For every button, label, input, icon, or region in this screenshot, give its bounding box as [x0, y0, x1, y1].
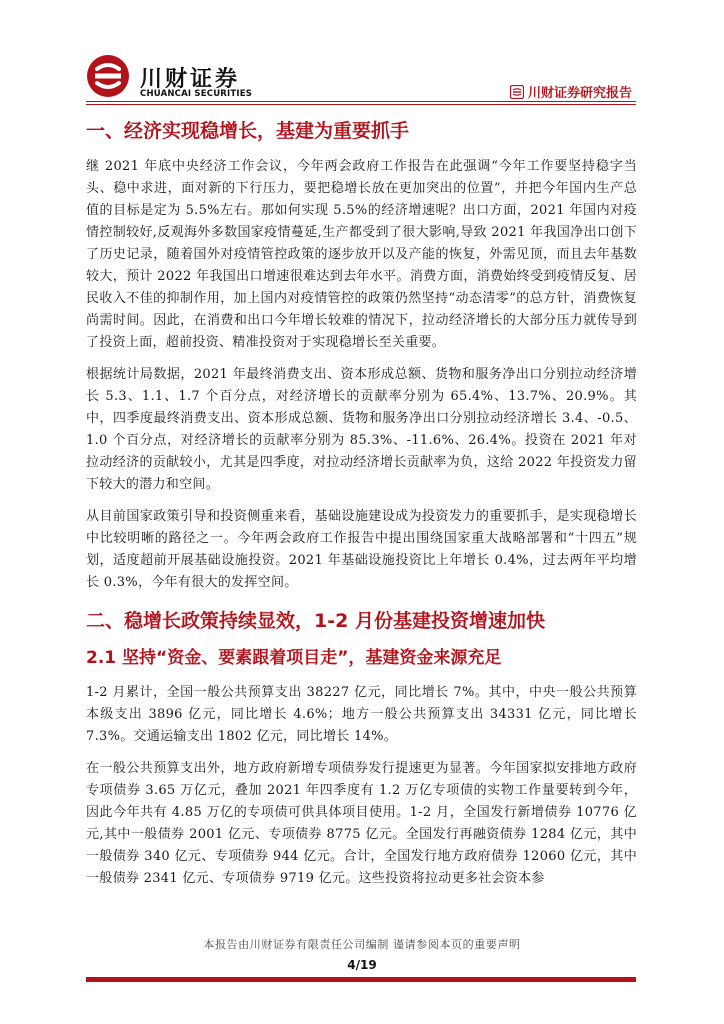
report-body [86, 110, 637, 890]
header-rule-thin [86, 104, 636, 105]
section-1-heading: 一、经济实现稳增长，基建为重要抓手 [86, 120, 410, 142]
logo-english-name: CHUANCAI SECURITIES [140, 89, 253, 99]
section-2-1-paragraph-1: 1-2 月累计，全国一般公共预算支出 38227 亿元，同比增长 7%。其中，中央一般公共预算本级支出 3896 亿元，同比增长 4.6%；地方一般公共预算支出 34331 亿元，同比增长 7.3%。交通运输支出 1802 亿元，同比增长 14%。 [86, 685, 637, 744]
section-2-heading: 二、稳增长政策持续显效，1-2 月份基建投资增速加快 [86, 610, 545, 632]
page-header [0, 0, 724, 104]
page-number: 4/19 [347, 958, 377, 972]
header-rule [86, 101, 636, 102]
section-2-1-heading: 2.1 坚持“资金、要素跟着项目走”，基建资金来源充足 [86, 648, 502, 668]
section-2-1-paragraph-2: 在一般公共预算支出外，地方政府新增专项债券发行提速更为显著。今年国家拟安排地方政府专项债券 3.65 万亿元，叠加 2021 年四季度有 1.2 万亿专项债的实物工作量要转到今年，因此今年共有 4.85 万亿的专项债可供具体项目使用。1-2 月，全国发行新增债券 10776 亿元,其中一般债券 2001 亿元、专项债券 8775 亿元。全国发行再融资债券 1284 亿元，其中一般债券 340 亿元、专项债券 944 亿元。合计，全国发行地方政府债券 12060 亿元，其中一般债券 2341 亿元、专项债券 9719 亿元。这些投资将拉动更多社会资本参 [86, 761, 637, 886]
section-1-paragraph-3: 从目前国家政策引导和投资侧重来看，基础设施建设成为投资发力的重要抓手，是实现稳增长中比较明晰的路径之一。今年两会政府工作报告中提出围绕国家重大战略部署和“十四五”规划，适度超前开展基础设施投资。2021 年基础设施投资比上年增长 0.4%，过去两年平均增长 0.3%，今年有很大的发挥空间。 [86, 509, 637, 590]
chuancai-logo-icon [86, 54, 130, 98]
logo-chinese-name: 川财证券 [140, 67, 241, 92]
footer-bar [86, 977, 636, 982]
report-tag [510, 82, 632, 101]
report-tag-label: 川财证券研究报告 [527, 86, 632, 101]
footer-disclaimer: 本报告由川财证券有限责任公司编制 谨请参阅本页的重要声明 [203, 938, 521, 951]
brand-mini-icon [510, 85, 524, 99]
section-1-paragraph-1: 继 2021 年底中央经济工作会议，今年两会政府工作报告在此强调“今年工作要坚持稳字当头、稳中求进，面对新的下行压力，要把稳增长放在更加突出的位置”，并把今年国内生产总值的目标是定为 5.5%左右。那如何实现 5.5%的经济增速呢？出口方面，2021 年国内对疫情控制较好,反观海外多数国家疫情蔓延,生产都受到了很大影响,导致 2021 年我国净出口创下了历史记录，随着国外对疫情管控政策的逐步放开以及产能的恢复，外需见顶，而且去年基数较大，预计 2022 年我国出口增速很难达到去年水平。消费方面，消费始终受到疫情反复、居民收入不佳的抑制作用，加上国内对疫情管控的政策仍然坚持“动态清零”的总方针，消费恢复尚需时间。因此，在消费和出口今年增长较难的情况下，拉动经济增长的大部分压力就传导到了投资上面，超前投资、精准投资对于实现稳增长至关重要。 [86, 159, 637, 350]
section-1-paragraph-2: 根据统计局数据，2021 年最终消费支出、资本形成总额、货物和服务净出口分别拉动经济增长 5.3、1.1、1.7 个百分点，对经济增长的贡献率分别为 65.4%、13.7%、20.9%。其中，四季度最终消费支出、资本形成总额、货物和服务净出口分别拉动经济增长 3.4、-0.5、1.0 个百分点，对经济增长的贡献率分别为 85.3%、-11.6%、26.4%。投资在 2021 年对拉动经济的贡献较小，尤其是四季度，对拉动经济增长贡献率为负，这给 2022 年投资发力留下较大的潜力和空间。 [86, 367, 637, 492]
